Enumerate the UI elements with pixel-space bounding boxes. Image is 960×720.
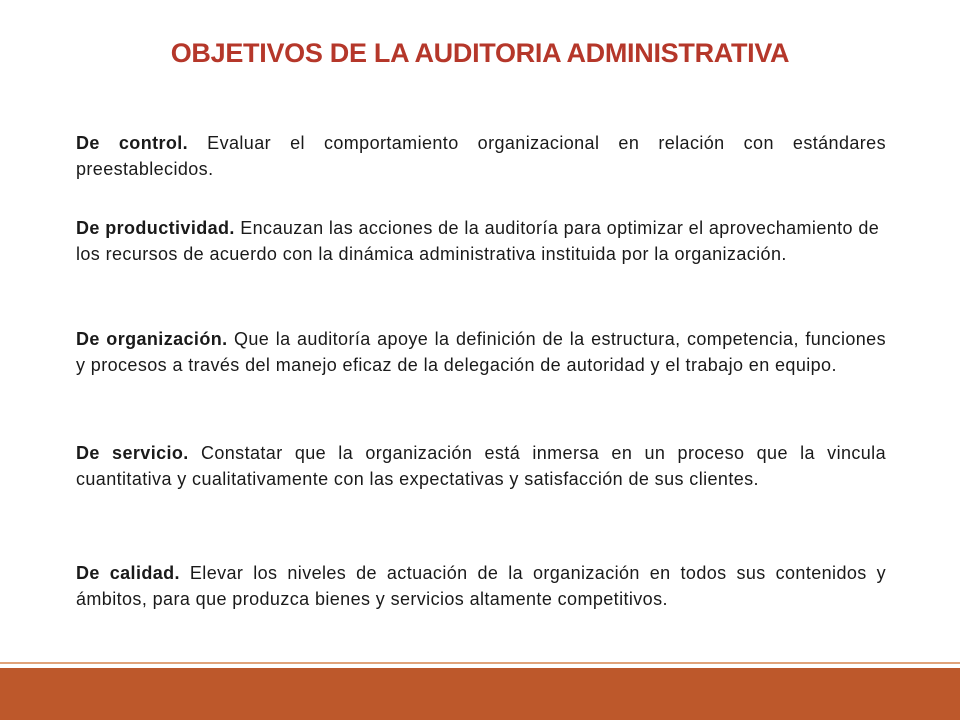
objective-servicio-lead: De servicio. [76, 443, 189, 463]
footer-divider [0, 662, 960, 664]
objective-calidad [76, 560, 886, 612]
objective-calidad-text: Elevar los niveles de actuación de la organización en todos sus contenidos y ámbitos, para que produzca bienes y servicios altamente competitivos. [76, 563, 886, 609]
objective-servicio-text: Constatar que la organización está inmersa en un proceso que la vincula cuantitativa y cualitativamente con las expectativas y satisfacción de sus clientes. [76, 443, 886, 489]
slide-title: OBJETIVOS DE LA AUDITORIA ADMINISTRATIVA [170, 38, 790, 68]
objective-control-lead: De control. [76, 133, 189, 153]
objective-servicio [76, 440, 886, 492]
objective-organizacion-lead: De organización. [76, 329, 228, 349]
objective-productividad [76, 215, 884, 267]
objective-control-text: Evaluar el comportamiento organizacional en relación con estándares preestablecidos. [76, 133, 886, 179]
objective-control [76, 130, 886, 182]
objective-productividad-text: Encauzan las acciones de la auditoría para optimizar el aprovechamiento de los recursos de acuerdo con la dinámica administrativa instituida por la organización. [76, 218, 880, 264]
footer-band [0, 668, 960, 720]
objective-organizacion [76, 326, 886, 378]
objective-calidad-lead: De calidad. [76, 563, 180, 583]
objective-organizacion-text: Que la auditoría apoye la definición de la estructura, competencia, funciones y procesos a través del manejo eficaz de la delegación de autoridad y el trabajo en equipo. [76, 329, 886, 375]
objective-productividad-lead: De productividad. [76, 218, 235, 238]
